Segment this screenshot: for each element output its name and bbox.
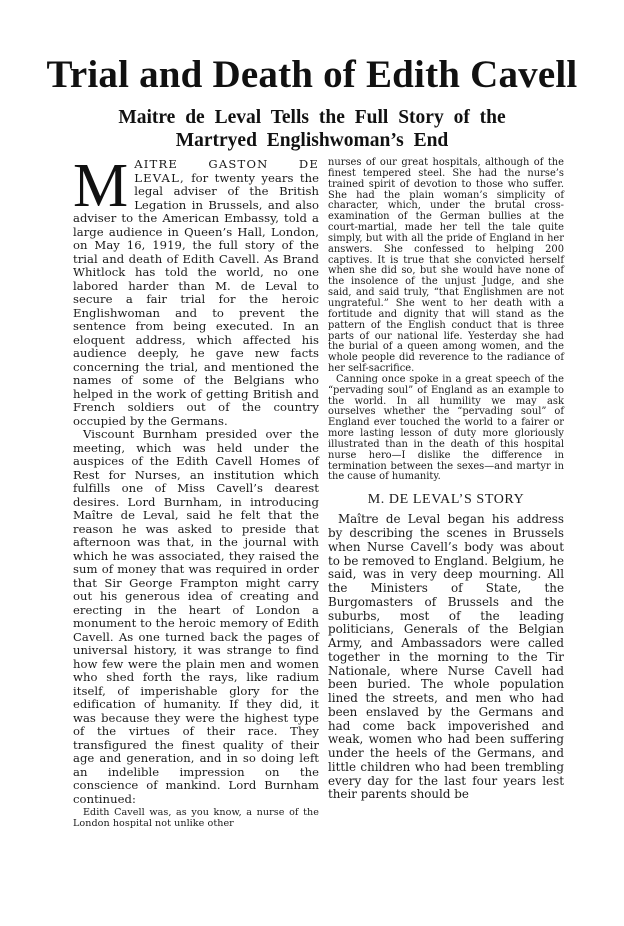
drop-cap: M [73,152,129,220]
lead-paragraph-text: for twenty years the legal adviser of the British Legation in Brussels, and also adviser to the American Embassy, told a large audience in Queen’s Hall, London, on May 16, 1919, the full story of the trial and death of Edith Cavell. As Brand Whitlock has told the world, no one labored harder than M. de Leval to secure a fair trial for the heroic Englishwoman and to prevent the sentence from being executed. In an eloquent address, which affected his audience deeply, he gave new facts concerning the trial, and mentioned the names of some of the Belgians who helped in the work of getting British and French soldiers out of the country occupied by the Germans. [73,170,319,428]
quoted-speech: Edith Cavell was, as you know, a nurse of the London hospital not unlike other [73,807,319,829]
subtitle-line-2: Martryed Englishwoman’s End [175,130,449,151]
lead-paragraph [73,152,319,428]
subtitle-line-1: Maitre de Leval Tells the Full Story of the [118,107,506,128]
lead-caps: AITRE GASTON DE LEVAL, [134,157,319,185]
section-heading: M. DE LEVAL’S STORY [367,492,525,508]
article-title: Trial and Death of Edith Cavell [46,53,578,96]
quoted-speech-continued: nurses of our great hospitals, although of the finest tempered steel. She had the nurse’s trained spirit of devotion to those who suffer. She had the plain woman’s simplicity of character, which, under the brutal cross-examination of the German bullies at the court-martial, made her tell the tale quite simply, but with all the pride of England in her answers. She confessed to helping 200 captives. It is true that she convicted herself when she did so, but she would have none of the insolence of the unjust Judge, and she said, and said truly, “that Englishmen are not ungrateful.” She went to her death with a fortitude and dignity that will stand as the pattern of the English conduct that is three parts of our national life. Yesterday she had the burial of a queen among women, and the whole people did reverence to the radiance of her self-sacrifice. [328,157,564,375]
left-column [73,152,319,829]
quoted-speech-paragraph: Canning once spoke in a great speech of the “pervading soul” of England as an example to the world. In all humility we may ask ourselves whether the “pervading soul” of England ever touched the world to a fairer or more lasting lesson of duty more gloriously illustrated than in the death of this hospital nurse hero—I dislike the difference in termination between the sexes—and martyr in the cause of humanity. [328,373,564,483]
right-column [328,158,564,802]
body-paragraph: Viscount Burnham presided over the meeting, which was held under the auspices of the Edith Cavell Homes of Rest for Nurses, an institution which fulfills one of Miss Cavell’s dearest desires. Lord Burnham, in introducing Maître de Leval, said he felt that the reason he was asked to preside that afternoon was that, in the journal with which he was associated, they raised the sum of money that was required in order that Sir George Frampton might carry out his generous idea of creating and erecting in the heart of London a monument to the heroic memory of Edith Cavell. As one turned back the pages of universal history, it was strange to find how few were the plain men and women who shed forth the rays, like radium itself, of imperishable glory for the edification of humanity. If they did, it was because they were the highest type of the virtues of their race. They transfigured the finest quality of their age and generation, and in so doing left an indelible impression on the conscience of mankind. Lord Burnham continued: [73,427,319,806]
body-paragraph: Maître de Leval began his address by describing the scenes in Brussels when Nurse Cavell’s body was about to be removed to England. Belgium, he said, was in very deep mourning. All the Ministers of State, the Burgomasters of Brussels and the suburbs, most of the leading politicians, Generals of the Belgian Army, and Ambassadors were called together in the morning to the Tir Nationale, where Nurse Cavell had been buried. The whole population lined the streets, and men who had been enslaved by the Germans and had come back impoverished and weak, women who had been suffering under the heels of the Germans, and little children who had been trembling every day for the last four years lest their parents should be [328,512,565,802]
article-subtitle [0,106,624,152]
